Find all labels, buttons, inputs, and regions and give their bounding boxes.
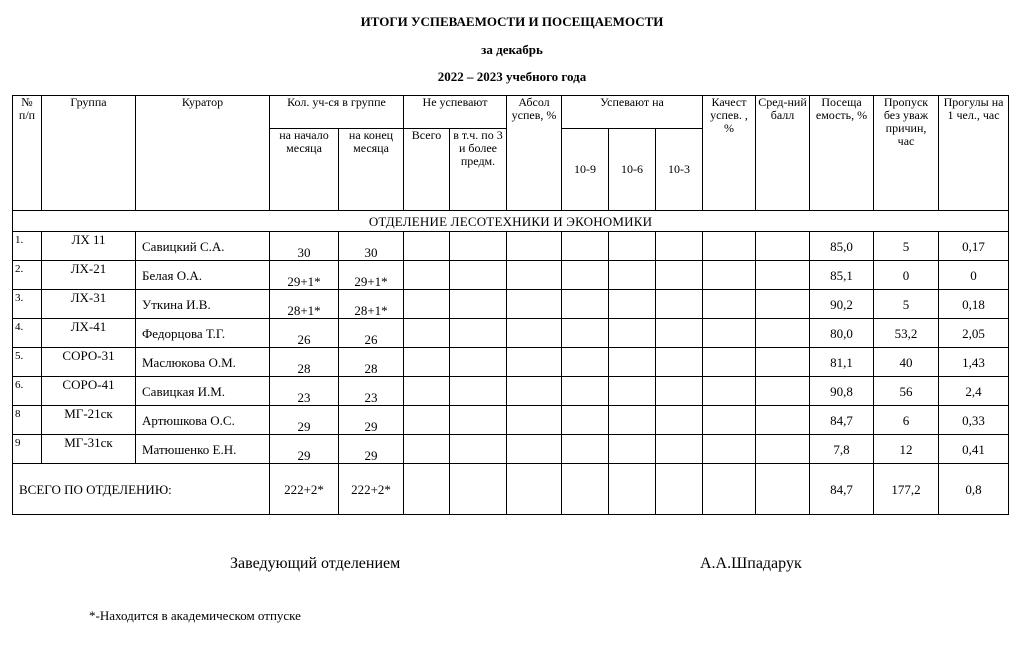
count-start-cell: 29 [270,406,339,435]
header-absences: Пропуск без уваж причин, час [874,96,939,211]
average-score-cell [756,290,810,319]
row-number-cell: 5. [13,348,42,377]
average-score-cell [756,406,810,435]
attendance-cell: 80,0 [810,319,874,348]
group-name-cell: СОРО-41 [42,377,136,406]
quality-cell [703,232,756,261]
average-score-cell [756,261,810,290]
total-label: ВСЕГО ПО ОТДЕЛЕНИЮ: [13,464,270,515]
total-attendance: 84,7 [810,464,874,515]
table-row [13,232,1009,261]
pass-10-6-cell [609,348,656,377]
table-row [13,348,1009,377]
group-name-cell: ЛХ-41 [42,319,136,348]
absences-cell: 53,2 [874,319,939,348]
total-empty-cell [450,464,507,515]
pass-10-9-cell [562,406,609,435]
header-abs: Абсол успев, % [507,96,562,211]
report-title: ИТОГИ УСПЕВАЕМОСТИ И ПОСЕЩАЕМОСТИ [360,14,664,29]
group-name-cell: СОРО-31 [42,348,136,377]
curator-name-cell: Маслюкова О.М. [136,348,270,377]
pass-10-6-cell [609,406,656,435]
truancy-cell: 0,33 [939,406,1009,435]
count-end-cell: 29 [339,406,404,435]
group-name-cell: МГ-21ск [42,406,136,435]
pass-10-3-cell [656,377,703,406]
total-truancy: 0,8 [939,464,1009,515]
pass-10-6-cell [609,435,656,464]
absences-cell: 5 [874,290,939,319]
count-end-cell: 29 [339,435,404,464]
header-failing: Не успевают [404,96,507,129]
failing-total-cell [404,261,450,290]
header-passing: Успевают на [562,96,703,129]
failing-total-cell [404,290,450,319]
absences-cell: 6 [874,406,939,435]
absolute-pass-cell [507,232,562,261]
pass-10-9-cell [562,377,609,406]
count-end-cell: 28+1* [339,290,404,319]
failing-total-cell [404,435,450,464]
total-count-start: 222+2* [270,464,339,515]
failing-total-cell [404,232,450,261]
group-name-cell: МГ-31ск [42,435,136,464]
table-row [13,290,1009,319]
table-row [13,319,1009,348]
count-end-cell: 30 [339,232,404,261]
average-score-cell [756,377,810,406]
attendance-cell: 85,0 [810,232,874,261]
count-start-cell: 29 [270,435,339,464]
row-number-cell: 8 [13,406,42,435]
header-avg: Сред-ний балл [756,96,810,211]
failing-total-cell [404,348,450,377]
quality-cell [703,435,756,464]
failing-3plus-cell [450,261,507,290]
attendance-cell: 81,1 [810,348,874,377]
row-number-cell: 2. [13,261,42,290]
total-empty-cell [507,464,562,515]
header-failing-3plus: в т.ч. по 3 и более предм. [450,129,507,211]
header-attendance: Посеща емость, % [810,96,874,211]
absolute-pass-cell [507,377,562,406]
pass-10-6-cell [609,377,656,406]
quality-cell [703,377,756,406]
average-score-cell [756,319,810,348]
failing-total-cell [404,377,450,406]
total-empty-cell [756,464,810,515]
header-pass-10-3: 10-3 [656,129,703,211]
pass-10-9-cell [562,435,609,464]
count-start-cell: 29+1* [270,261,339,290]
failing-3plus-cell [450,319,507,348]
absolute-pass-cell [507,406,562,435]
total-absences: 177,2 [874,464,939,515]
signature-name: А.А.Шпадарук [700,555,802,572]
count-end-cell: 29+1* [339,261,404,290]
header-pass-10-9: 10-9 [562,129,609,211]
pass-10-6-cell [609,232,656,261]
group-name-cell: ЛХ-21 [42,261,136,290]
truancy-cell: 2,05 [939,319,1009,348]
header-count: Кол. уч-ся в группе [270,96,404,129]
table-row [13,261,1009,290]
header-count-start: на начало месяца [270,129,339,211]
pass-10-6-cell [609,261,656,290]
quality-cell [703,348,756,377]
group-name-cell: ЛХ 11 [42,232,136,261]
attendance-cell: 7,8 [810,435,874,464]
header-group: Группа [42,96,136,211]
header-quality: Качест успев. , % [703,96,756,211]
quality-cell [703,261,756,290]
pass-10-3-cell [656,261,703,290]
pass-10-9-cell [562,319,609,348]
absences-cell: 12 [874,435,939,464]
pass-10-3-cell [656,348,703,377]
pass-10-9-cell [562,261,609,290]
total-empty-cell [703,464,756,515]
failing-3plus-cell [450,435,507,464]
total-empty-cell [404,464,450,515]
absolute-pass-cell [507,319,562,348]
pass-10-3-cell [656,290,703,319]
truancy-cell: 0,17 [939,232,1009,261]
count-start-cell: 30 [270,232,339,261]
failing-total-cell [404,406,450,435]
report-table [12,95,1009,515]
failing-3plus-cell [450,348,507,377]
average-score-cell [756,348,810,377]
truancy-cell: 2,4 [939,377,1009,406]
header-failing-total: Всего [404,129,450,211]
row-number-cell: 1. [13,232,42,261]
row-number-cell: 6. [13,377,42,406]
truancy-cell: 0,18 [939,290,1009,319]
signature-position: Заведующий отделением [230,555,401,572]
failing-3plus-cell [450,290,507,319]
pass-10-9-cell [562,290,609,319]
quality-cell [703,319,756,348]
curator-name-cell: Савицкий С.А. [136,232,270,261]
curator-name-cell: Артюшкова О.С. [136,406,270,435]
truancy-cell: 0,41 [939,435,1009,464]
count-end-cell: 26 [339,319,404,348]
count-start-cell: 28+1* [270,290,339,319]
failing-3plus-cell [450,377,507,406]
row-number-cell: 3. [13,290,42,319]
attendance-cell: 90,2 [810,290,874,319]
attendance-cell: 84,7 [810,406,874,435]
absences-cell: 56 [874,377,939,406]
absences-cell: 5 [874,232,939,261]
truancy-cell: 0 [939,261,1009,290]
report-period: за декабрь [481,42,543,57]
truancy-cell: 1,43 [939,348,1009,377]
failing-total-cell [404,319,450,348]
header-pass-10-6: 10-6 [609,129,656,211]
absences-cell: 40 [874,348,939,377]
absences-cell: 0 [874,261,939,290]
group-name-cell: ЛХ-31 [42,290,136,319]
pass-10-3-cell [656,406,703,435]
table-row [13,377,1009,406]
absolute-pass-cell [507,435,562,464]
failing-3plus-cell [450,406,507,435]
header-truancy: Прогулы на 1 чел., час [939,96,1009,211]
pass-10-6-cell [609,290,656,319]
average-score-cell [756,232,810,261]
total-row [13,464,1009,515]
curator-name-cell: Федорцова Т.Г. [136,319,270,348]
total-empty-cell [609,464,656,515]
count-end-cell: 23 [339,377,404,406]
absolute-pass-cell [507,348,562,377]
quality-cell [703,290,756,319]
total-empty-cell [562,464,609,515]
pass-10-3-cell [656,232,703,261]
section-title: ОТДЕЛЕНИЕ ЛЕСОТЕХНИКИ И ЭКОНОМИКИ [13,211,1009,232]
header-count-end: на конец месяца [339,129,404,211]
pass-10-6-cell [609,319,656,348]
pass-10-9-cell [562,232,609,261]
count-end-cell: 28 [339,348,404,377]
absolute-pass-cell [507,261,562,290]
report-year: 2022 – 2023 учебного года [437,69,587,84]
row-number-cell: 9 [13,435,42,464]
footnote: *-Находится в академическом отпуске [89,608,301,623]
failing-3plus-cell [450,232,507,261]
curator-name-cell: Белая О.А. [136,261,270,290]
total-count-end: 222+2* [339,464,404,515]
header-curator: Куратор [136,96,270,211]
header-num: № п/п [13,96,42,211]
table-row [13,435,1009,464]
pass-10-3-cell [656,319,703,348]
curator-name-cell: Матюшенко Е.Н. [136,435,270,464]
quality-cell [703,406,756,435]
total-empty-cell [656,464,703,515]
table-row [13,406,1009,435]
average-score-cell [756,435,810,464]
curator-name-cell: Савицкая И.М. [136,377,270,406]
count-start-cell: 28 [270,348,339,377]
attendance-cell: 90,8 [810,377,874,406]
count-start-cell: 26 [270,319,339,348]
pass-10-3-cell [656,435,703,464]
curator-name-cell: Уткина И.В. [136,290,270,319]
absolute-pass-cell [507,290,562,319]
attendance-cell: 85,1 [810,261,874,290]
count-start-cell: 23 [270,377,339,406]
row-number-cell: 4. [13,319,42,348]
pass-10-9-cell [562,348,609,377]
